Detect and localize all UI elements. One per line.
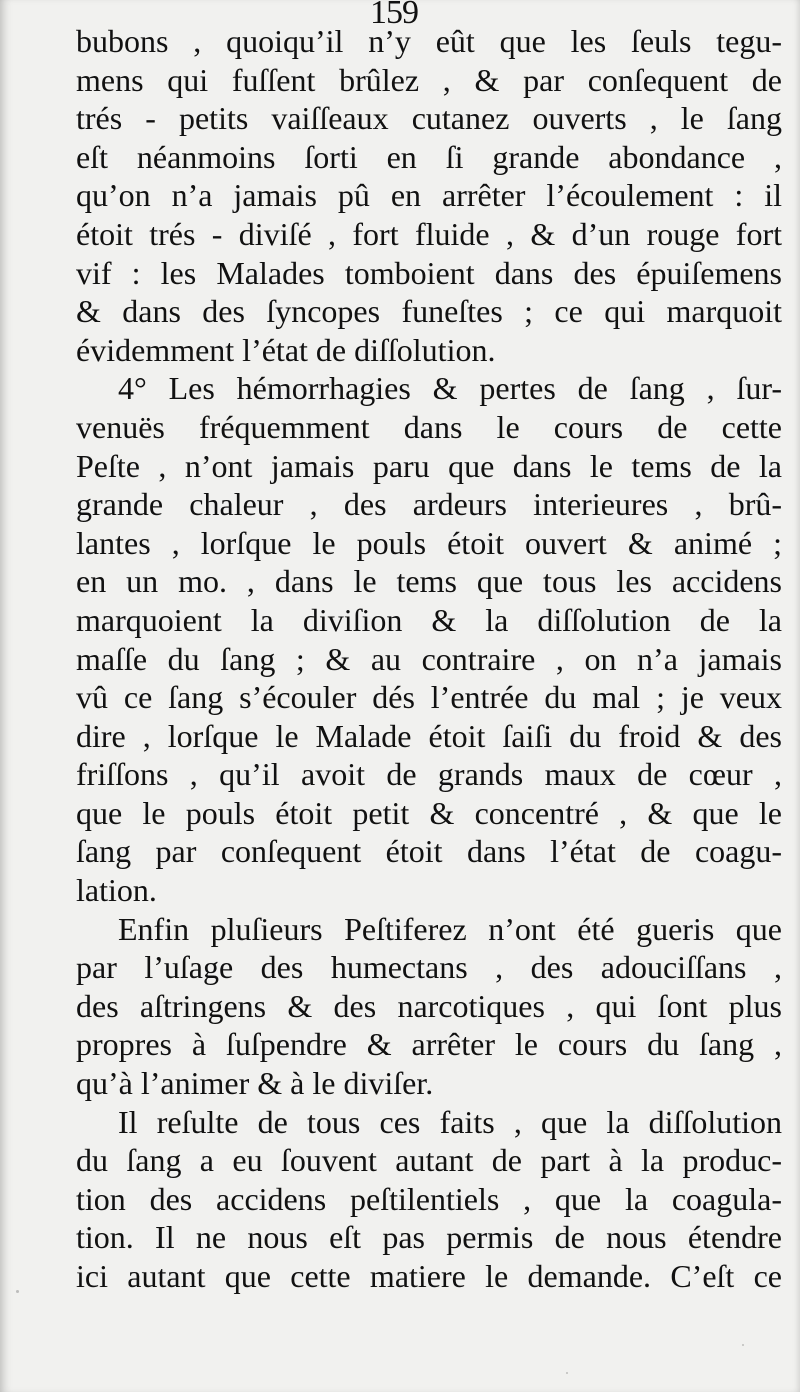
text-line: marquoient la diviſion & la diſſolution de la xyxy=(76,601,782,638)
body-text xyxy=(76,22,782,1296)
text-line: ici autant que cette matiere le demande. C’eſt ce xyxy=(76,1258,782,1294)
text-line: du ſang a eu ſouvent autant de part à la produc- xyxy=(76,1142,782,1179)
paper-speck xyxy=(742,1344,744,1346)
text-line: en un mo. , dans le tems que tous les accidens xyxy=(76,563,782,600)
text-line: évidemment l’état de diſſolution. xyxy=(76,331,496,368)
page-number: 159 xyxy=(370,0,418,31)
text-line: ſang par conſequent étoit dans l’état de coagu- xyxy=(76,833,782,870)
paragraph-start-line: Il reſulte de tous ces faits , que la diſſolution xyxy=(118,1103,782,1140)
text-line: vû ce ſang s’écouler dés l’entrée du mal ; je veux xyxy=(76,679,782,716)
paragraph-start-line: Enfin pluſieurs Peſtiferez n’ont été gueris que xyxy=(118,910,782,947)
text-line: maſſe du ſang ; & au contraire , on n’a jamais xyxy=(76,640,782,677)
text-line: des aſtringens & des narcotiques , qui ſont plus xyxy=(76,987,782,1024)
text-line: friſſons , qu’il avoit de grands maux de cœur , xyxy=(76,756,782,793)
paragraph-start-line: 4° Les hémorrhagies & pertes de ſang , ſur- xyxy=(118,370,782,407)
text-line: mens qui fuſſent brûlez , & par conſequent de xyxy=(76,61,782,98)
text-line: Peſte , n’ont jamais paru que dans le tems de la xyxy=(76,447,782,484)
text-line: grande chaleur , des ardeurs interieures , brû- xyxy=(76,486,782,523)
text-line: que le pouls étoit petit & concentré , & que le xyxy=(76,794,782,831)
text-line: bubons , quoiqu’il n’y eût que les ſeuls tegu- xyxy=(76,23,782,59)
text-line: tion. Il ne nous eſt pas permis de nous étendre xyxy=(76,1219,782,1256)
text-line: vif : les Malades tomboient dans des épuiſemens xyxy=(76,254,782,291)
text-line: venuës fréquemment dans le cours de cette xyxy=(76,408,782,445)
text-line: lation. xyxy=(76,872,157,909)
text-line: eſt néanmoins ſorti en ſi grande abondance , xyxy=(76,138,782,175)
paper-speck xyxy=(16,1290,19,1293)
text-line: par l’uſage des humectans , des adouciſſans , xyxy=(76,949,782,986)
text-line: lantes , lorſque le pouls étoit ouvert & animé ; xyxy=(76,524,782,561)
paper-speck xyxy=(566,1372,568,1374)
text-line: trés - petits vaiſſeaux cutanez ouverts , le ſang xyxy=(76,100,782,137)
text-line: tion des accidens peſtilentiels , que la coagula- xyxy=(76,1180,782,1217)
text-line: dire , lorſque le Malade étoit ſaiſi du froid & des xyxy=(76,717,782,754)
text-line: qu’on n’a jamais pû en arrêter l’écoulement : il xyxy=(76,177,782,214)
text-line: qu’à l’animer & à le diviſer. xyxy=(76,1065,434,1102)
text-line: & dans des ſyncopes funeſtes ; ce qui marquoit xyxy=(76,293,782,330)
text-line: étoit trés - diviſé , fort fluide , & d’un rouge fort xyxy=(76,215,782,252)
text-line: propres à ſuſpendre & arrêter le cours du ſang , xyxy=(76,1026,782,1063)
